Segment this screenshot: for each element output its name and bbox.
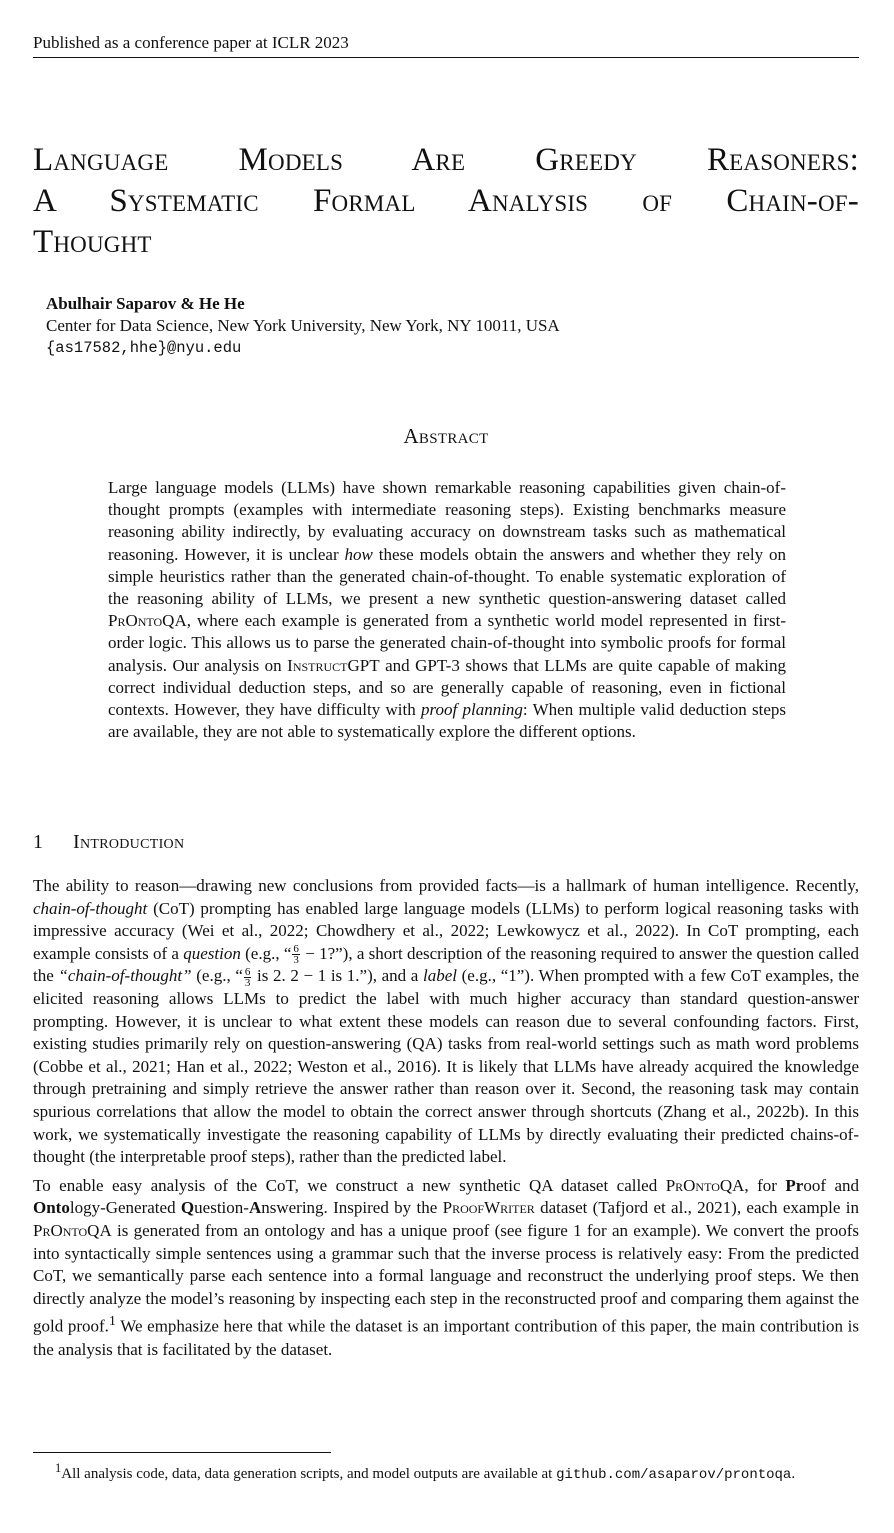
dataset-name: PrOntoQA [108, 611, 187, 631]
abstract-emphasis: how [344, 544, 373, 564]
body-text: is 2. 2 − 1 is 1.”), and a [252, 966, 419, 986]
title-line-3: Thought [33, 224, 152, 260]
body-text: (e.g., “ [196, 966, 243, 986]
acronym-letter: Onto [33, 1198, 70, 1218]
fraction [244, 967, 252, 988]
body-text: (e.g., “ [245, 943, 292, 963]
running-head: Published as a conference paper at ICLR 2023 [33, 32, 859, 58]
author-affiliation: Center for Data Science, New York University, New York, NY 10011, USA [46, 316, 560, 335]
intro-paragraph-1 [33, 875, 859, 1169]
body-text: is generated from an ontology and has a unique proof (see figure 1 for an example). We convert the proofs into syntactically simple sentences using a grammar such that the inverse process is relatively easy: From the predicted CoT, we semantically parse each sentence into a formal language and reconstruct the underlying proof steps. We then directly analyze the model’s reasoning by inspecting each step in the reconstructed proof and comparing them against the gold proof. [33, 1220, 859, 1336]
abstract-emphasis: proof planning [420, 700, 523, 720]
section-heading-introduction [33, 829, 184, 855]
emphasis: question [183, 943, 241, 963]
emphasis: chain-of-thought [33, 898, 148, 918]
body-text: To enable easy analysis of the CoT, we construct a new synthetic QA dataset called [33, 1175, 658, 1195]
abstract-body [108, 477, 786, 743]
body-text: We emphasize here that while the dataset is an important contribution of this paper, the main contribution is the analysis that is facilitated by the dataset. [33, 1316, 859, 1359]
abstract-text: : When multiple valid deduction steps are available, they are not able to systematically explore the different options. [108, 700, 786, 742]
fraction-denominator: 3 [293, 954, 299, 967]
footnote-text: All analysis code, data, data generation scripts, and model outputs are available at [61, 1466, 553, 1482]
dataset-name: ProofWriter [442, 1198, 535, 1218]
body-text: nswering. Inspired by the [261, 1198, 438, 1218]
author-names: Abulhair Saparov & He He [46, 294, 245, 313]
body-text: − 1?”), a short description of the reasoning required to answer the question called the [33, 943, 859, 986]
dataset-name: PrOntoQA [33, 1220, 112, 1240]
abstract-heading: Abstract [403, 424, 489, 448]
body-text: (CoT) prompting has enabled large language models (LLMs) to perform logical reasoning tasks with impressive accuracy (Wei et al., 2022; Chowdhery et al., 2022; Lewkowycz et al., 2022). In CoT prompting, each example consists of a [33, 898, 859, 963]
footnote-number: 1 [55, 1461, 62, 1475]
body-text: dataset (Tafjord et al., 2021), each example in [540, 1198, 860, 1218]
footnote-marker[interactable]: 1 [108, 1313, 116, 1330]
section-title: Introduction [73, 831, 185, 853]
body-text: (e.g., “1”). When prompted with a few CoT examples, the elicited reasoning allows LLMs to predict the label with much higher accuracy than standard question-answer prompting. However, it is unclear to what extent these models can reason due to several confounding factors. First, existing studies primarily rely on question-answering (QA) tasks from real-world settings such as math word problems (Cobbe et al., 2021; Han et al., 2022; Weston et al., 2016). It is likely that LLMs have already acquired the knowledge through pretraining and simply retrieve the answer rather than reason over it. Second, the reasoning task may contain spurious correlations that allow the model to obtain the correct answer through shortcuts (Zhang et al., 2022b). In this work, we systematically investigate the reasoning capability of LLMs by directly evaluating their predicted chains-of-thought (the interpretable proof steps), rather than the predicted label. [33, 966, 860, 1167]
body-text: , for [744, 1175, 777, 1195]
body-text: uestion- [194, 1198, 249, 1218]
intro-paragraph-2 [33, 1175, 859, 1361]
abstract-text: Large language models (LLMs) have shown remarkable reasoning capabilities given chain-of-thought prompts (examples with intermediate reasoning steps). Existing benchmarks measure reasoning ability indirectly, by evaluating accuracy on downstream tasks such as mathematical reasoning. However, it is unclear [108, 478, 786, 564]
abstract-text: and GPT-3 shows that LLMs are quite capable of making correct individual deduction steps, and so are generally capable of reasoning, even in fictional contexts. However, they have difficulty with [108, 655, 786, 720]
fraction-numerator: 6 [293, 943, 299, 956]
emphasis: “chain-of-thought” [58, 966, 192, 986]
introduction-body [33, 875, 859, 1367]
acronym-letter: A [248, 1198, 262, 1218]
github-link[interactable]: github.com/asaparov/prontoqa [556, 1467, 792, 1483]
footnote-text: . [791, 1466, 796, 1482]
dataset-name: PrOntoQA [665, 1175, 745, 1195]
body-text: oof and [803, 1175, 859, 1195]
fraction-numerator: 6 [244, 965, 251, 978]
abstract-text: , where each example is generated from a synthetic world model represented in first-order logic. This allows us to parse the generated chain-of-thought into symbolic proofs for formal analysis. Our analysis on [108, 611, 786, 675]
body-text: The ability to reason—drawing new conclusions from provided facts—is a hallmark of human intelligence. Recently, [33, 876, 859, 895]
author-block [46, 293, 560, 359]
title-line-2: A Systematic Formal Analysis of Chain-of- [33, 183, 859, 219]
footnote-rule [33, 1452, 331, 1453]
abstract-text: these models obtain the answers and whether they rely on simple heuristics rather than the generated chain-of-thought. To enable systematic exploration of the reasoning ability of LLMs, we present a new synthetic question-answering dataset called [108, 544, 786, 609]
body-text: logy-Generated [69, 1198, 176, 1218]
footnote [33, 1458, 859, 1486]
paper-title [33, 140, 859, 263]
fraction-denominator: 3 [244, 976, 251, 989]
acronym-letter: Pr [785, 1175, 804, 1195]
acronym-letter: Q [180, 1198, 195, 1218]
author-email: {as17582,hhe}@nyu.edu [46, 339, 242, 357]
model-name: InstructGPT [287, 655, 380, 675]
section-number: 1 [33, 831, 44, 853]
emphasis: label [422, 966, 457, 986]
fraction [292, 944, 300, 965]
title-line-1: Language Models Are Greedy Reasoners: [33, 142, 859, 178]
